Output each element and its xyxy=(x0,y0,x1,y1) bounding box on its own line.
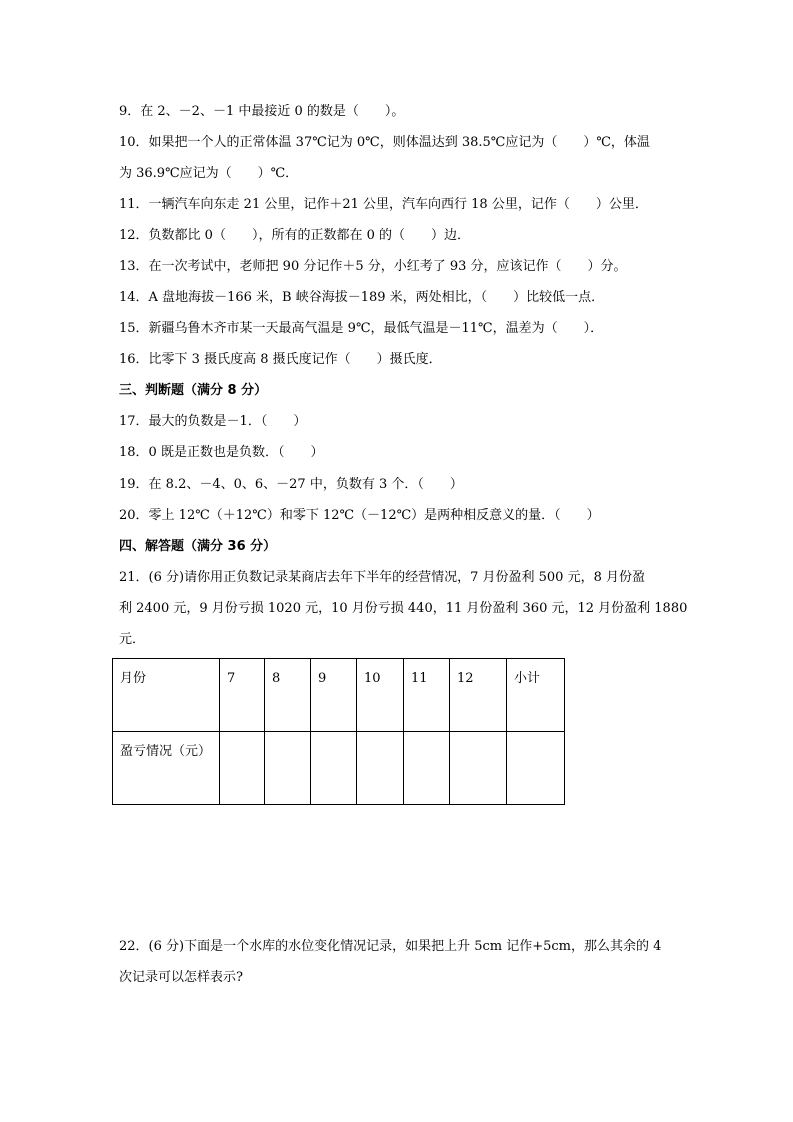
question-17: 17．最大的负数是－1．（ ） xyxy=(119,414,307,429)
question-22-line1: 22．(6 分)下面是一个水库的水位变化情况记录，如果把上升 5cm 记作+5cm，那么其余的 4 xyxy=(119,939,662,954)
question-12: 12．负数都比 0（ ），所有的正数都在 0 的（ ）边． xyxy=(119,228,470,243)
table-cell-answer[interactable] xyxy=(507,732,565,805)
question-20: 20．零上 12℃（＋12℃）和零下 12℃（－12℃）是两种相反意义的量．（ ） xyxy=(119,508,600,523)
question-19: 19．在 8.2、－4、0、6、－27 中，负数有 3 个．（ ） xyxy=(119,477,463,492)
table-cell-header: 小计 xyxy=(507,659,565,732)
table-cell-header: 7 xyxy=(220,659,265,732)
question-21-line2: 利 2400 元，9 月份亏损 1020 元，10 月份亏损 440，11 月份盈利 360 元，12 月份盈利 1880 xyxy=(119,601,688,616)
question-13: 13．在一次考试中，老师把 90 分记作＋5 分，小红考了 93 分，应该记作（ ）分。 xyxy=(119,259,627,274)
table-cell-header: 月份 xyxy=(113,659,220,732)
profit-loss-table xyxy=(112,658,565,805)
table-cell-answer[interactable] xyxy=(404,732,450,805)
table-cell-answer[interactable] xyxy=(357,732,404,805)
question-16: 16．比零下 3 摄氏度高 8 摄氏度记作（ ）摄氏度． xyxy=(119,352,442,367)
question-10-line2: 为 36.9℃应记为（ ）℃． xyxy=(119,166,299,181)
question-15: 15．新疆乌鲁木齐市某一天最高气温是 9℃，最低气温是－11℃，温差为（ ）． xyxy=(119,321,604,336)
table-cell-header: 8 xyxy=(265,659,311,732)
question-18: 18．0 既是正数也是负数．（ ） xyxy=(119,445,324,460)
question-21-line3: 元． xyxy=(119,632,146,647)
question-9: 9．在 2、－2、－1 中最接近 0 的数是（ ）。 xyxy=(119,104,405,119)
question-10-line1: 10．如果把一个人的正常体温 37℃记为 0℃，则体温达到 38.5℃应记为（ ）℃，体温 xyxy=(119,135,650,150)
question-11: 11．一辆汽车向东走 21 公里，记作＋21 公里，汽车向西行 18 公里，记作（ ）公里． xyxy=(119,197,648,212)
table-cell-answer[interactable] xyxy=(450,732,507,805)
table-row xyxy=(113,732,565,805)
question-14: 14．A 盘地海拔－166 米，B 峡谷海拔－189 米，两处相比，（ ）比较低一点． xyxy=(119,290,605,305)
table-cell-header: 11 xyxy=(404,659,450,732)
table-row-label: 盈亏情况（元） xyxy=(113,732,220,805)
table-cell-header: 12 xyxy=(450,659,507,732)
table-cell-answer[interactable] xyxy=(311,732,357,805)
table-cell-answer[interactable] xyxy=(265,732,311,805)
table-cell-header: 9 xyxy=(311,659,357,732)
question-21-line1: 21．(6 分)请你用正负数记录某商店去年下半年的经营情况，7 月份盈利 500 元，8 月份盈 xyxy=(119,570,645,585)
table-header-row xyxy=(113,659,565,732)
table-cell-header: 10 xyxy=(357,659,404,732)
question-22-line2: 次记录可以怎样表示? xyxy=(119,970,243,985)
section-heading-answer: 四、解答题（满分 36 分） xyxy=(119,539,277,554)
section-heading-judgement: 三、判断题（满分 8 分） xyxy=(119,383,268,398)
table-cell-answer[interactable] xyxy=(220,732,265,805)
